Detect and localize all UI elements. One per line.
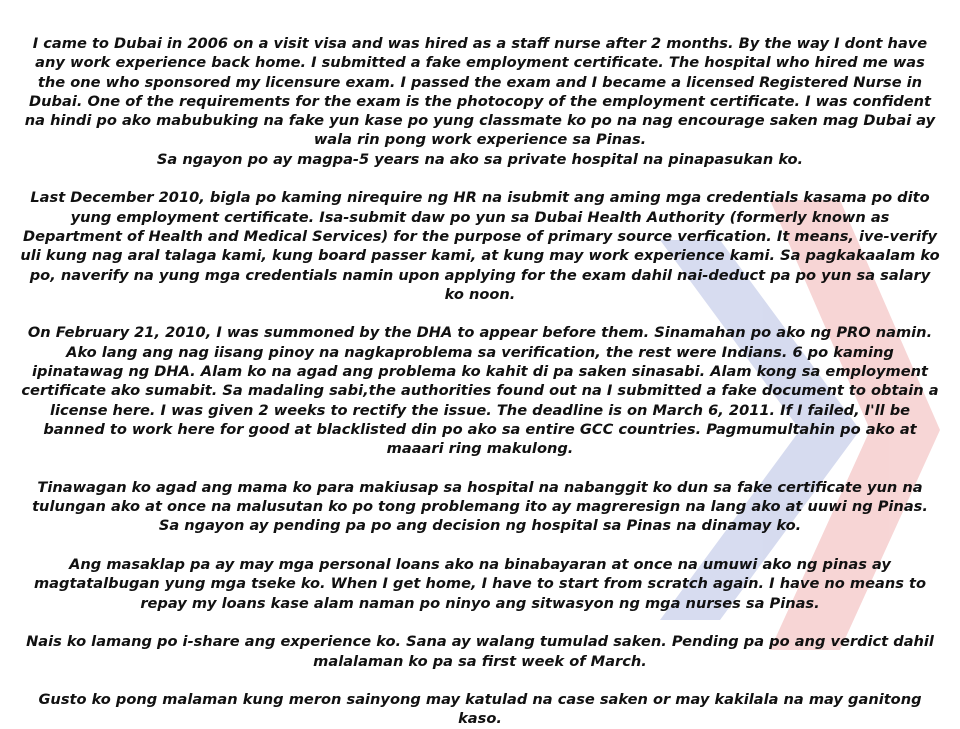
- paragraph-5: [20, 555, 940, 613]
- paragraph-line: I came to Dubai in 2006 on a visit visa and was hired as a staff nurse after 2 months. By the way I dont have any work experience back home. I submitted a fake employment certificate. The hospital who hired me was the one who sponsored my licensure exam. I passed the exam and I became a licensed Registered Nurse in Dubai. One of the requirements for the exam is the photocopy of the employment certificate. I was confident na hindi po ako mabubuking na fake yun kase po yung classmate ko po na nag encourage saken mag Dubai ay wala rin pong work experience sa Pinas.: [24, 35, 936, 149]
- paragraph-6: [20, 632, 940, 671]
- paragraph-line: Last December 2010, bigla po kaming nirequire ng HR na isubmit ang aming mga credentials kasama po dito yung employment certificate. Isa-submit daw po yun sa Dubai Health Authority (formerly known as Department of Health and Medical Services) for the purpose of primary source verfication. It means, ive-verify uli kung nag aral talaga kami, kung board passer kami, at kung may work experience kami. Sa pagkakaalam ko po, naverify na yung mga credentials namin upon applying for the exam dahil nai-deduct pa po yun sa salary ko noon.: [20, 189, 940, 303]
- paragraph-line: Ang masaklap pa ay may mga personal loans ako na binabayaran at once na umuwi ako ng pinas ay magtatalbugan yung mga tseke ko. When I get home, I have to start from scratch again. I have no means to repay my loans kase alam naman po ninyo ang sitwasyon ng mga nurses sa Pinas.: [33, 556, 927, 612]
- paragraph-2: [20, 188, 940, 304]
- paragraph-line: Nais ko lamang po i-share ang experience ko. Sana ay walang tumulad saken. Pending pa po ang verdict dahil malalaman ko pa sa first week of March.: [26, 633, 934, 670]
- paragraph-7: [20, 690, 940, 729]
- paragraph-4: [20, 478, 940, 536]
- paragraph-line: Gusto ko pong malaman kung meron sainyong may katulad na case saken or may kakilala na may ganitong kaso.: [38, 691, 922, 728]
- paragraph-line: Sa ngayon po ay magpa-5 years na ako sa private hospital na pinapasukan ko.: [156, 150, 804, 168]
- paragraph-3: [20, 323, 940, 458]
- letter-body: [20, 34, 940, 729]
- paragraph-line: Tinawagan ko agad ang mama ko para makiusap sa hospital na nabanggit ko dun sa fake certificate yun na tulungan ako at once na malusutan ko po tong problemang ito ay magreresign na lang ako at uuwi ng Pinas. Sa ngayon ay pending pa po ang decision ng hospital sa Pinas na dinamay ko.: [32, 478, 928, 535]
- paragraph-line: On February 21, 2010, I was summoned by the DHA to appear before them. Sinamahan po ako ng PRO namin. Ako lang ang nag iisang pinoy na nagkaproblema sa verification, the rest were Indians. 6 po kaming ipinatawag ng DHA. Alam ko na agad ang problema ko kahit di pa saken sinasabi. Alam kong sa employment certificate ako sumabit. Sa madaling sabi,the authorities found out na I submitted a fake document to obtain a license here. I was given 2 weeks to rectify the issue. The deadline is on March 6, 2011. If I failed, I'll be banned to work here for good at blacklisted din po ako sa entire GCC countries. Pagmumultahin po ako at maaari ring makulong.: [21, 324, 939, 458]
- paragraph-1: [20, 34, 940, 169]
